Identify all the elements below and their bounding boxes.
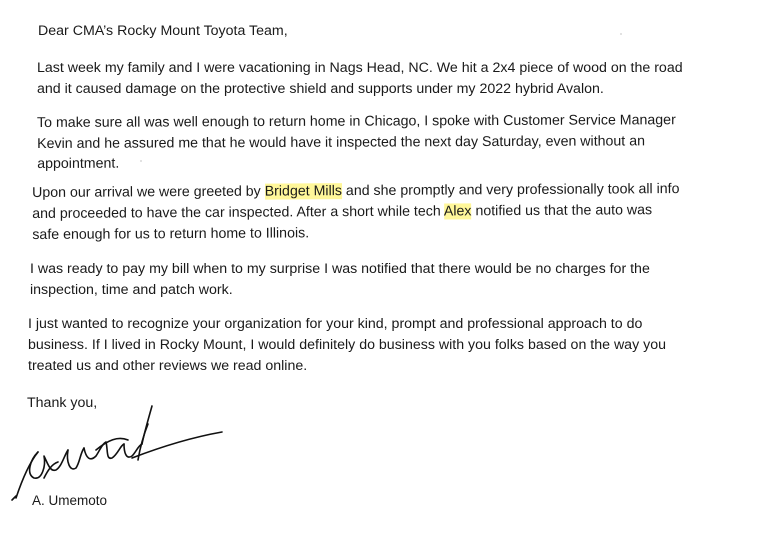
text-segment: notified us that the auto was [471,202,653,220]
paragraph-line: appointment. [37,155,120,172]
paragraph-line: Last week my family and I were vacationing in Nags Head, NC. We hit a 2x4 piece of wood on the road [37,60,683,76]
paper-speck [620,33,622,35]
highlighted-name-bridget: Bridget Mills [264,183,343,200]
paragraph-contact [37,110,676,174]
paragraph-line: I was ready to pay my bill when to my surprise I was notified that there would be no charges for the [30,261,650,277]
paragraph-arrival [32,179,680,246]
paragraph-line: To make sure all was well enough to return home in Chicago, I spoke with Customer Service Manager [37,112,676,131]
paragraph-incident [37,58,683,100]
paper-speck [140,160,142,162]
paragraph-line: I just wanted to recognize your organization for your kind, prompt and professional approach to do [28,316,643,332]
paragraph-billing [30,259,650,301]
paragraph-line: Kevin and he assured me that he would have it inspected the next day Saturday, even without an [37,132,645,152]
text-segment: and she promptly and very professionally took all info [341,181,680,200]
paragraph-line: and it caused damage on the protective shield and supports under my 2022 hybrid Avalon. [37,81,604,97]
closing-salutation: Thank you, [27,395,98,411]
paragraph-line: inspection, time and patch work. [30,282,233,298]
text-segment: Upon our arrival we were greeted by [32,183,265,201]
text-segment: and proceeded to have the car inspected. After a short while tech [32,203,444,222]
paragraph-line: treated us and other reviews we read online. [28,358,308,374]
signer-name: A. Umemoto [32,493,108,508]
paragraph-line: safe enough for us to return home to Illinois. [32,225,310,243]
paragraph-recognition [28,314,666,377]
paragraph-line [32,200,680,225]
paragraph-line: business. If I lived in Rocky Mount, I would definitely do business with you folks based on the way you [28,337,666,353]
greeting: Dear CMA’s Rocky Mount Toyota Team, [38,23,288,39]
highlighted-name-alex: Alex [443,203,472,220]
